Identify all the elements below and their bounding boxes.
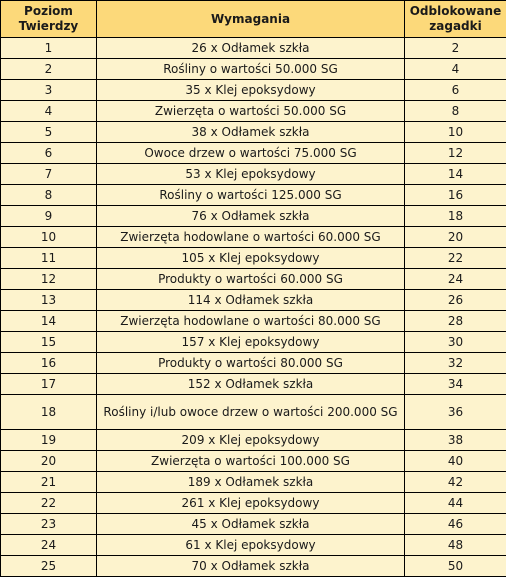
table-row [1,332,506,353]
cell-level: 14 [1,311,97,332]
cell-requirement: Rośliny o wartości 125.000 SG [97,185,405,206]
cell-level: 19 [1,430,97,451]
cell-level: 11 [1,248,97,269]
cell-level: 12 [1,269,97,290]
header-unlocked-puzzles: Odblokowane zagadki [405,1,506,38]
cell-level: 15 [1,332,97,353]
cell-requirement: Rośliny o wartości 50.000 SG [97,59,405,80]
cell-level: 4 [1,101,97,122]
table-row [1,451,506,472]
table-row [1,430,506,451]
cell-puzzles: 16 [405,185,506,206]
table-row [1,101,506,122]
table-row [1,374,506,395]
cell-level: 20 [1,451,97,472]
cell-level: 24 [1,535,97,556]
cell-requirement: 152 x Odłamek szkła [97,374,405,395]
cell-puzzles: 28 [405,311,506,332]
cell-puzzles: 2 [405,38,506,59]
header-fortress-level: Poziom Twierdzy [1,1,97,38]
table-row [1,59,506,80]
table-row [1,493,506,514]
cell-puzzles: 18 [405,206,506,227]
table-row [1,395,506,430]
cell-requirement: Zwierzęta o wartości 50.000 SG [97,101,405,122]
table-row [1,556,506,577]
cell-level: 21 [1,472,97,493]
cell-puzzles: 26 [405,290,506,311]
cell-level: 10 [1,227,97,248]
table-row [1,514,506,535]
cell-requirement: 45 x Odłamek szkła [97,514,405,535]
table-row [1,227,506,248]
table-row [1,206,506,227]
cell-level: 5 [1,122,97,143]
cell-puzzles: 14 [405,164,506,185]
cell-requirement: Produkty o wartości 60.000 SG [97,269,405,290]
cell-level: 23 [1,514,97,535]
cell-requirement: Rośliny i/lub owoce drzew o wartości 200.000 SG [97,395,405,430]
cell-level: 22 [1,493,97,514]
cell-puzzles: 22 [405,248,506,269]
cell-requirement: 53 x Klej epoksydowy [97,164,405,185]
cell-puzzles: 40 [405,451,506,472]
cell-level: 6 [1,143,97,164]
cell-puzzles: 44 [405,493,506,514]
cell-puzzles: 30 [405,332,506,353]
cell-requirement: 61 x Klej epoksydowy [97,535,405,556]
cell-puzzles: 10 [405,122,506,143]
cell-level: 17 [1,374,97,395]
cell-requirement: Zwierzęta hodowlane o wartości 80.000 SG [97,311,405,332]
cell-requirement: 189 x Odłamek szkła [97,472,405,493]
cell-puzzles: 36 [405,395,506,430]
cell-requirement: 105 x Klej epoksydowy [97,248,405,269]
cell-level: 25 [1,556,97,577]
cell-level: 9 [1,206,97,227]
cell-requirement: Produkty o wartości 80.000 SG [97,353,405,374]
cell-level: 2 [1,59,97,80]
cell-puzzles: 50 [405,556,506,577]
table-row [1,535,506,556]
table-row [1,80,506,101]
cell-requirement: Owoce drzew o wartości 75.000 SG [97,143,405,164]
cell-requirement: Zwierzęta o wartości 100.000 SG [97,451,405,472]
cell-requirement: 35 x Klej epoksydowy [97,80,405,101]
cell-requirement: 70 x Odłamek szkła [97,556,405,577]
cell-requirement: 26 x Odłamek szkła [97,38,405,59]
table-row [1,472,506,493]
cell-puzzles: 6 [405,80,506,101]
cell-level: 3 [1,80,97,101]
cell-level: 1 [1,38,97,59]
header-requirements: Wymagania [97,1,405,38]
cell-level: 16 [1,353,97,374]
table-body [1,38,506,577]
cell-puzzles: 46 [405,514,506,535]
table-row [1,164,506,185]
table-row [1,248,506,269]
cell-requirement: 38 x Odłamek szkła [97,122,405,143]
cell-puzzles: 48 [405,535,506,556]
cell-level: 18 [1,395,97,430]
cell-level: 8 [1,185,97,206]
cell-puzzles: 12 [405,143,506,164]
cell-requirement: Zwierzęta hodowlane o wartości 60.000 SG [97,227,405,248]
table-row [1,353,506,374]
cell-requirement: 261 x Klej epoksydowy [97,493,405,514]
table-row [1,269,506,290]
cell-puzzles: 24 [405,269,506,290]
cell-level: 7 [1,164,97,185]
cell-puzzles: 32 [405,353,506,374]
table-row [1,143,506,164]
cell-puzzles: 8 [405,101,506,122]
table-row [1,185,506,206]
table-row [1,38,506,59]
table-row [1,290,506,311]
table-row [1,122,506,143]
table-header [1,1,506,38]
header-row [1,1,506,38]
cell-requirement: 76 x Odłamek szkła [97,206,405,227]
cell-puzzles: 42 [405,472,506,493]
cell-puzzles: 34 [405,374,506,395]
cell-puzzles: 20 [405,227,506,248]
cell-requirement: 157 x Klej epoksydowy [97,332,405,353]
cell-requirement: 209 x Klej epoksydowy [97,430,405,451]
cell-puzzles: 38 [405,430,506,451]
cell-requirement: 114 x Odłamek szkła [97,290,405,311]
cell-level: 13 [1,290,97,311]
cell-puzzles: 4 [405,59,506,80]
table-row [1,311,506,332]
